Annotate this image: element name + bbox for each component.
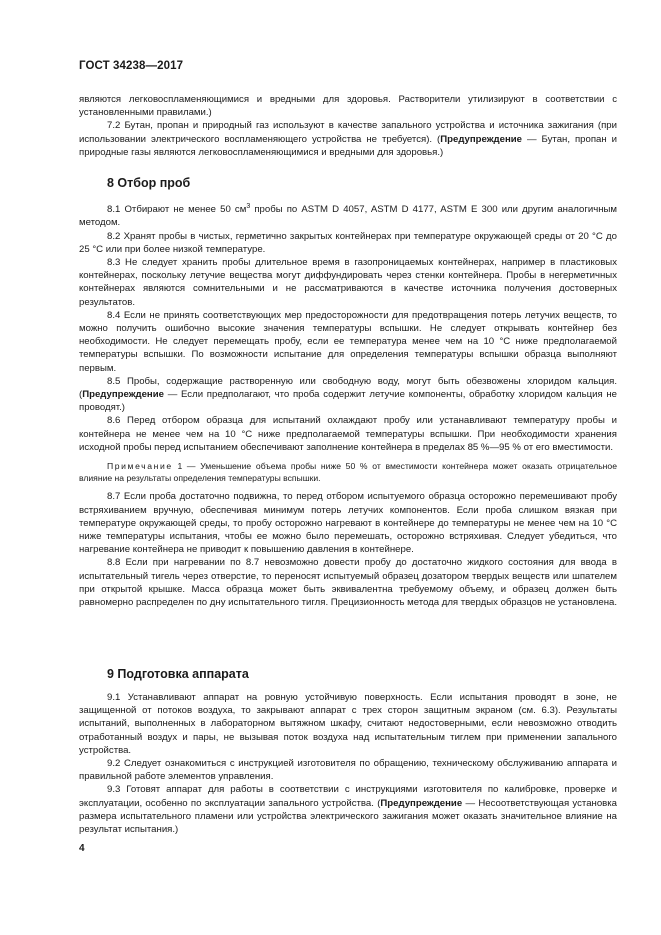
warning-label: Предупреждение: [380, 797, 463, 809]
paragraph-continuation: являются легковоспламеняющимися и вредными для здоровья. Растворители утилизируют в соответствии с установленными правилами.): [79, 94, 617, 119]
paragraph-8-4: 8.4 Если не принять соответствующих мер предосторожности для предотвращения потерь летучих веществ, то можно получить ошибочно высокие значения температуры вспышки. Не следует открывать контейнер без необходимости. Не следует перемещать пробу, если ее температура менее чем на 10 °С ниже предполагаемой температуры вспышки. По возможности испытание для определения температуры вспышки образца выполняют первым.: [79, 309, 617, 374]
document-header: ГОСТ 34238—2017: [79, 60, 184, 72]
paragraph-8-2: 8.2 Хранят пробы в чистых, герметично закрытых контейнерах при температуре окружающей среды от 20 °С до 25 °С или при более низкой температуре.: [79, 230, 617, 255]
paragraph-8-3: 8.3 Не следует хранить пробы длительное время в газопроницаемых контейнерах, например в пластиковых контейнерах, поскольку летучие вещества могут диффундировать через стенки контейнера. Пробы в негерметичных контейнерах являются сомнительными и не рассматриваются в качестве источника получения достоверных результатов.: [79, 257, 617, 308]
paragraph-8-7: 8.7 Если проба достаточно подвижна, то перед отбором испытуемого образца осторожно перемешивают пробу встряхиванием вручную, обеспечивая минимум потерь летучих компонентов. Если проба слишком вязкая при температуре окружающей среды, то пробу осторожно нагревают в контейнере до температуры не менее чем на 10 °С ниже температуры испытания, чтобы ее можно было перемешать, осторожно встряхивая. Следует убедиться, что нагревание контейнера не приводит к повышению давления в контейнере.: [79, 491, 617, 556]
paragraph-9-1: 9.1 Устанавливают аппарат на ровную устойчивую поверхность. Если испытания проводят в зоне, не защищенной от потоков воздуха, то закрывают аппарат с трех сторон защитным экраном (см. 6.3). Результаты испытаний, выполненных в лабораторном вытяжном шкафу, считают недостоверными, если невозможно отводить отработанный воздух и пары, не вызывая поток воздуха над испытательным тиглем при применении запального устройства.: [79, 692, 617, 756]
section-8-body: [79, 200, 617, 609]
section-8-title: 8 Отбор проб: [107, 176, 191, 190]
warning-label: Предупреждение: [440, 133, 522, 145]
paragraph-9-3: 9.3 Готовят аппарат для работы в соответствии с инструкциями изготовителя по калибровке, проверке и эксплуатации, особенно по эксплуатации запального устройства. (Предупреждение — Несоответствующая установка размера испытательного пламени или устройства электрического зажигания может оказать значительное влияние на результат испытания.): [79, 784, 618, 836]
section-9-body: [79, 691, 617, 836]
paragraph-8-6: 8.6 Перед отбором образца для испытаний охлаждают пробу или устанавливают температуру пробы и контейнера не менее чем на 10 °С ниже предполагаемой температуры вспышки. При необходимости хранения исходной пробы перед испытанием обеспечивают заполнение контейнера в пределах 85 %—95 % от его вместимости.: [79, 415, 617, 453]
paragraph-8-1: 8.1 Отбирают не менее 50 $см^3$ пробы по ASTM D 4057, ASTM D 4177, ASTM E 300 или другим аналогичным методом.: [79, 203, 617, 229]
paragraph-8-5: 8.5 Пробы, содержащие растворенную или свободную воду, могут быть обезвожены хлоридом кальция. (Предупреждение — Если предполагают, что проба содержит летучие компоненты, обработку хлоридом кальция не проводят.): [79, 375, 617, 414]
paragraph-9-2: 9.2 Следует ознакомиться с инструкцией изготовителя по обращению, техническому обслуживанию аппарата и правильной работе элементов управления.: [79, 758, 617, 783]
paragraph-7-2: 7.2 Бутан, пропан и природный газ используют в качестве запального устройства и источника зажигания (при использовании электрического воспламеняющего устройства не требуется). (Предупреждение — Бутан, пропан и природные газы являются легковоспламеняющимися и вредными для здоровья.): [79, 120, 617, 158]
note-1: Примечание 1 — Уменьшение объема пробы ниже 50 % от вместимости контейнера может оказать отрицательное влияние на результаты определения температуры вспышки.: [79, 461, 617, 484]
warning-label: Предупреждение: [82, 389, 164, 401]
section-9-title: 9 Подготовка аппарата: [107, 667, 249, 681]
paragraph-8-8: 8.8 Если при нагревании по 8.7 невозможно довести пробу до достаточно жидкого состояния для ввода в испытательный тигель через отверстие, то переносят испытуемый образец дозатором твердых веществ или шпателем при открытой крышке. Масса образца может быть эквивалентна требуемому объему, и образец должен быть равномерно распределен по дну испытательного тигля. Прецизионность метода для твердых образцов не установлена.: [79, 557, 617, 609]
page-number: 4: [79, 843, 85, 854]
intro-block: [79, 93, 617, 159]
